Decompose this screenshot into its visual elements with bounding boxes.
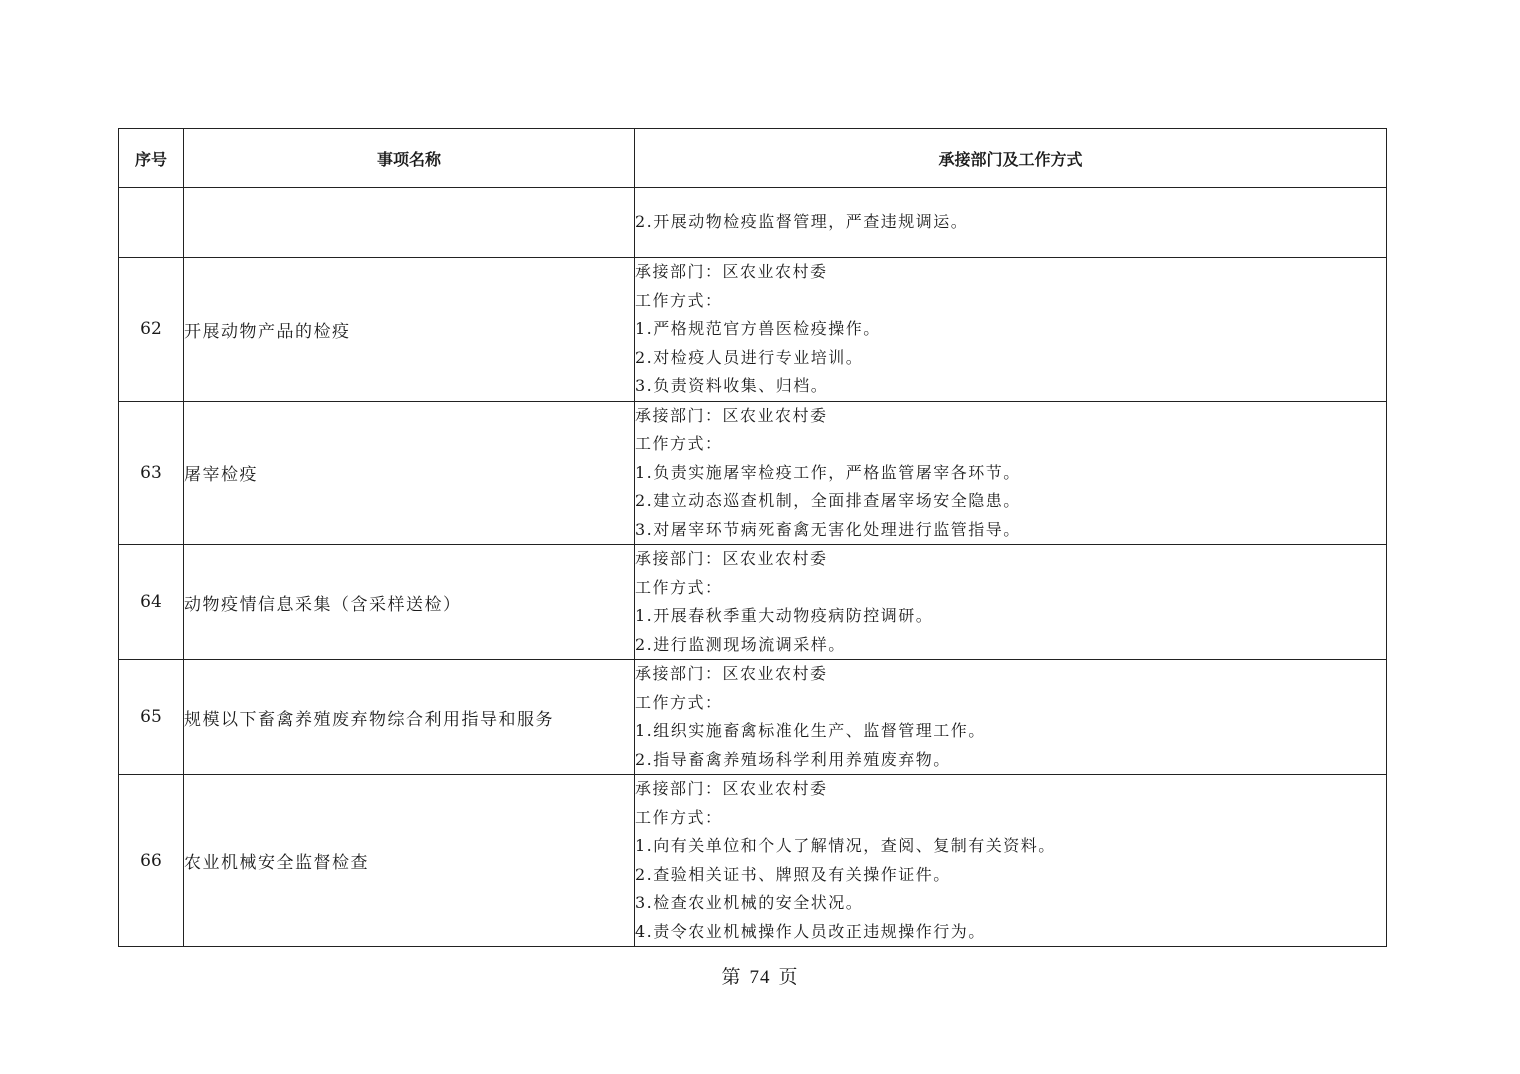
footer-prefix: 第 <box>721 966 742 988</box>
table-body <box>119 188 1387 947</box>
row-department-method <box>635 660 1387 775</box>
method-line: 2.查验相关证书、牌照及有关操作证件。 <box>635 864 951 884</box>
row-department-method <box>635 258 1387 402</box>
method-line: 工作方式： <box>635 807 723 827</box>
method-line: 1.向有关单位和个人了解情况，查阅、复制有关资料。 <box>635 836 1056 855</box>
row-item-name: 开展动物产品的检疫 <box>184 258 635 402</box>
method-line: 2.指导畜禽养殖场科学利用养殖废弃物。 <box>635 749 951 769</box>
row-department-method <box>635 188 1387 258</box>
row-item-name <box>184 188 635 258</box>
service-items-table <box>118 128 1387 947</box>
method-line: 工作方式： <box>635 577 723 597</box>
method-line: 4.责令农业机械操作人员改正违规操作行为。 <box>635 921 986 941</box>
table-row <box>119 188 1387 258</box>
header-department-method: 承接部门及工作方式 <box>635 129 1387 188</box>
method-line: 2.建立动态巡查机制，全面排查屠宰场安全隐患。 <box>635 491 1021 510</box>
row-item-name: 农业机械安全监督检查 <box>184 775 635 947</box>
method-line: 承接部门：区农业农村委 <box>635 405 828 425</box>
table-row <box>119 258 1387 402</box>
row-index: 62 <box>119 258 184 402</box>
method-line: 1.开展春秋季重大动物疫病防控调研。 <box>635 606 934 625</box>
row-item-name: 动物疫情信息采集（含采样送检） <box>184 545 635 660</box>
header-item-name: 事项名称 <box>184 129 635 188</box>
method-line: 3.负责资料收集、归档。 <box>635 376 829 395</box>
method-line: 工作方式： <box>635 434 723 453</box>
page-footer <box>0 962 1520 989</box>
row-index: 63 <box>119 401 184 545</box>
table-row <box>119 775 1387 947</box>
page-number: 74 <box>749 967 771 988</box>
method-line: 3.检查农业机械的安全状况。 <box>635 893 864 912</box>
row-index <box>119 188 184 258</box>
row-item-name: 规模以下畜禽养殖废弃物综合利用指导和服务 <box>184 660 635 775</box>
method-line: 承接部门：区农业农村委 <box>635 664 828 683</box>
method-line: 承接部门：区农业农村委 <box>635 549 828 568</box>
table-header-row <box>119 129 1387 188</box>
header-index: 序号 <box>119 129 184 188</box>
method-line: 工作方式： <box>635 290 723 310</box>
row-department-method <box>635 401 1387 545</box>
row-item-name: 屠宰检疫 <box>184 401 635 545</box>
method-line: 2.对检疫人员进行专业培训。 <box>635 347 864 367</box>
method-line: 2.进行监测现场流调采样。 <box>635 634 846 654</box>
table-row <box>119 545 1387 660</box>
table-row <box>119 660 1387 775</box>
method-line: 3.对屠宰环节病死畜禽无害化处理进行监管指导。 <box>635 519 1021 539</box>
row-department-method <box>635 545 1387 660</box>
row-index: 66 <box>119 775 184 947</box>
row-index: 65 <box>119 660 184 775</box>
row-index: 64 <box>119 545 184 660</box>
method-line: 1.负责实施屠宰检疫工作，严格监管屠宰各环节。 <box>635 462 1021 482</box>
method-line: 1.严格规范官方兽医检疫操作。 <box>635 319 881 338</box>
method-line: 2.开展动物检疫监督管理，严查违规调运。 <box>635 212 969 232</box>
row-department-method <box>635 775 1387 947</box>
method-line: 工作方式： <box>635 692 723 712</box>
method-line: 1.组织实施畜禽标准化生产、监督管理工作。 <box>635 721 986 740</box>
table-row <box>119 401 1387 545</box>
method-line: 承接部门：区农业农村委 <box>635 262 828 281</box>
method-line: 承接部门：区农业农村委 <box>635 779 828 798</box>
footer-suffix: 页 <box>778 966 799 988</box>
